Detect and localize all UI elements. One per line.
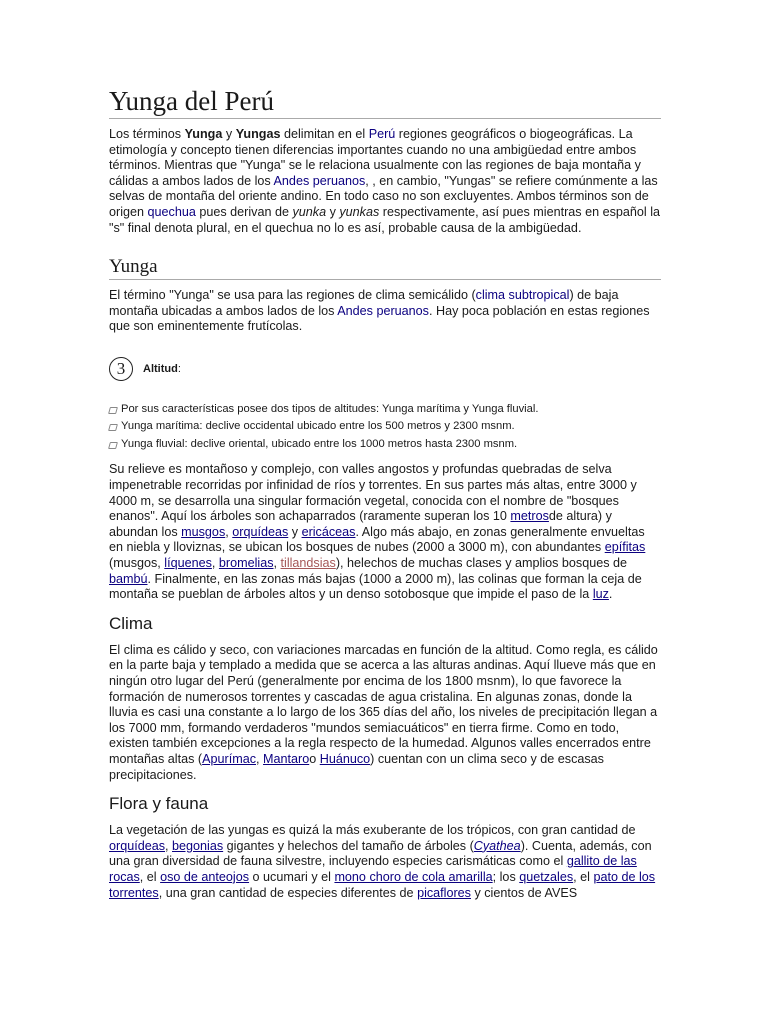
text: y xyxy=(288,524,302,539)
text: . Algo más abajo, en zonas generalmente envueltas en niebla y lloviznas, se ubican los bosques de nubes (2000 a 3000 m), con abundantes xyxy=(109,524,645,555)
text: , xyxy=(256,751,264,766)
text: Su relieve es montañoso y complejo, con valles angostos y profundas quebradas de selva impenetrable recorridas por infinidad de ríos y torrentes. En sus partes más altas, entre 3000 y 4000 m, se desarrolla una singular formación vegetal, conocida con el nombre de "bosques enanos". Aquí los árboles son achaparrados (raramente superan los 10 xyxy=(109,462,637,524)
text: : xyxy=(177,362,181,375)
text: . Finalmente, en las zonas más bajas (1000 a 2000 m), las colinas que forman la ceja de montaña se pueblan de árboles altos y un denso sotobosque que impide el paso de la xyxy=(109,571,642,602)
altitud-label-text: Altitud xyxy=(143,362,178,375)
link-mono-choro[interactable]: mono choro de cola amarilla xyxy=(334,869,493,884)
relieve-paragraph xyxy=(109,462,661,602)
text: , xyxy=(273,556,281,570)
text: , xyxy=(165,838,173,853)
link-musgos[interactable]: musgos xyxy=(181,524,226,539)
text: Los términos xyxy=(109,127,185,141)
text: ), helechos de muchas clases y amplios bosques de xyxy=(335,556,628,570)
text: (musgos, xyxy=(109,556,165,570)
link-pato-de-los-torrentes[interactable]: pato de los torrentes xyxy=(109,869,656,900)
bullet-icon xyxy=(109,407,117,413)
term-yunka: yunka xyxy=(292,204,327,219)
section-heading-yunga: Yunga xyxy=(109,256,661,280)
text: , xyxy=(225,524,233,539)
link-oso-de-anteojos[interactable]: oso de anteojos xyxy=(160,869,250,884)
link-clima-subtropical[interactable]: clima subtropical xyxy=(475,288,570,303)
link-orquideas[interactable]: orquídeas xyxy=(109,838,166,853)
text: . xyxy=(608,587,613,602)
bullet-icon xyxy=(109,424,117,430)
text: respectivamente, así pues mientras en español la "s" final denota plural, en el quechua no lo es así, probable causa de la ambigüedad. xyxy=(109,204,660,235)
text: . Hay poca población en estas regiones que son eminentemente frutícolas. xyxy=(109,303,650,334)
link-gallito-de-las-rocas[interactable]: gallito de las rocas xyxy=(109,854,637,884)
link-bromelias[interactable]: bromelias xyxy=(218,556,274,570)
link-cyathea[interactable]: Cyathea xyxy=(473,838,521,853)
link-huanuco[interactable]: Huánuco xyxy=(319,751,371,766)
list-item-text: Yunga fluvial: declive oriental, ubicado entre los 1000 metros hasta 2300 msnm. xyxy=(121,437,518,450)
list-item xyxy=(109,401,661,419)
text: , el xyxy=(139,869,161,884)
section-heading-flora-fauna: Flora y fauna xyxy=(109,794,209,814)
link-picaflores[interactable]: picaflores xyxy=(417,885,471,900)
list-item-text: Por sus características posee dos tipos de altitudes: Yunga marítima y Yunga fluvial. xyxy=(121,402,539,415)
text: , el xyxy=(573,869,594,884)
link-begonias[interactable]: begonias xyxy=(172,838,224,853)
link-peru[interactable]: Perú xyxy=(368,127,396,141)
term-yungas: Yungas xyxy=(235,127,281,141)
list-item xyxy=(109,418,661,436)
link-orquideas[interactable]: orquídeas xyxy=(232,524,289,539)
circled-number: 3 xyxy=(109,357,133,381)
link-apurimac[interactable]: Apurímac xyxy=(202,751,257,766)
text: La vegetación de las yungas es quizá la más exuberante de los trópicos, con gran cantidad de xyxy=(109,823,636,838)
text: ). Cuenta, además, con una gran diversidad de fauna silvestre, incluyendo especies carismáticas como el xyxy=(109,838,652,869)
page-title: Yunga del Perú xyxy=(109,86,661,119)
link-ericaceas[interactable]: ericáceas xyxy=(301,524,356,539)
text: delimitan en el xyxy=(280,127,369,141)
link-bambu[interactable]: bambú xyxy=(109,571,148,586)
flora-paragraph xyxy=(109,823,661,901)
text: , una gran cantidad de especies diferentes de xyxy=(158,885,418,900)
text: de altura) y abundan los xyxy=(109,509,612,539)
yunga-paragraph xyxy=(109,288,661,335)
link-mantaro[interactable]: Mantaro xyxy=(263,751,310,766)
link-epifitas[interactable]: epífitas xyxy=(604,540,646,555)
clima-paragraph xyxy=(109,643,661,783)
text: ) cuentan con un clima seco y de escasas precipitaciones. xyxy=(109,751,604,782)
text: o ucumari y el xyxy=(249,869,335,884)
link-andes-peruanos[interactable]: Andes peruanos xyxy=(273,173,366,188)
term-yunkas: yunkas xyxy=(339,204,380,219)
text: gigantes y helechos del tamaño de árboles ( xyxy=(223,838,474,853)
link-andes-peruanos[interactable]: Andes peruanos xyxy=(337,303,429,318)
link-tillandsias[interactable]: tillandsias xyxy=(280,556,336,570)
link-luz[interactable]: luz xyxy=(592,587,609,602)
text: o xyxy=(309,751,320,766)
link-quetzales[interactable]: quetzales xyxy=(519,869,574,884)
text: pues derivan de xyxy=(195,204,293,219)
term-yunga: Yunga xyxy=(184,127,223,141)
text: El clima es cálido y seco, con variaciones marcadas en función de la altitud. Como regla, es cálido en la parte baja y templado a medida que se acerca a las alturas andinas. Aquí llueve más que en ningún otro lugar del Perú (generalmente por encima de los 1800 msnm), lo que favorece la formación de numerosos torrentes y cascadas de agua cristalina. En algunas zonas, donde la lluvia es casi una constante a lo largo de los 365 días del año, los niveles de precipitación llegan a los 7000 mm, formando verdaderos "mundos semiacuáticos" en tierra firme. Como en todo, existen también excepciones a la regla respecto de la humedad. Algunos valles encerrados entre montañas altas ( xyxy=(109,642,658,766)
text: ) de baja montaña ubicadas a ambos lados de los xyxy=(109,288,619,318)
link-quechua[interactable]: quechua xyxy=(147,204,196,219)
intro-paragraph xyxy=(109,127,661,236)
text: y cientos de AVES xyxy=(470,885,578,900)
link-liquenes[interactable]: líquenes xyxy=(164,556,212,570)
list-item xyxy=(109,436,661,454)
link-metros[interactable]: metros xyxy=(510,509,549,524)
bullet-icon xyxy=(109,442,117,448)
list-item-text: Yunga marítima: declive occidental ubicado entre los 500 metros y 2300 msnm. xyxy=(121,420,515,433)
text: ; los xyxy=(492,869,520,884)
text: regiones geográficos o biogeográficas. La etimología y concepto tienen diferencias importantes cuando no una ambigüedad entre ambos términos. Mientras que "Yunga" se le relaciona usualmente con las regiones de baja montaña y cálidas a ambos lados de los xyxy=(109,127,641,188)
text: y xyxy=(222,127,236,141)
altitud-label xyxy=(143,363,181,375)
text: , , en cambio, "Yungas" se refiere comúnmente a las selvas de montaña del oriente andino. En todo caso no son excluyentes. Ambos términos son de origen xyxy=(109,173,658,219)
article xyxy=(109,86,661,901)
text: y xyxy=(326,204,340,219)
text: , xyxy=(211,556,219,570)
altitud-list xyxy=(109,401,661,454)
section-heading-clima: Clima xyxy=(109,613,153,633)
text: El término "Yunga" se usa para las regiones de clima semicálido ( xyxy=(109,288,476,303)
altitud-heading xyxy=(109,357,661,381)
